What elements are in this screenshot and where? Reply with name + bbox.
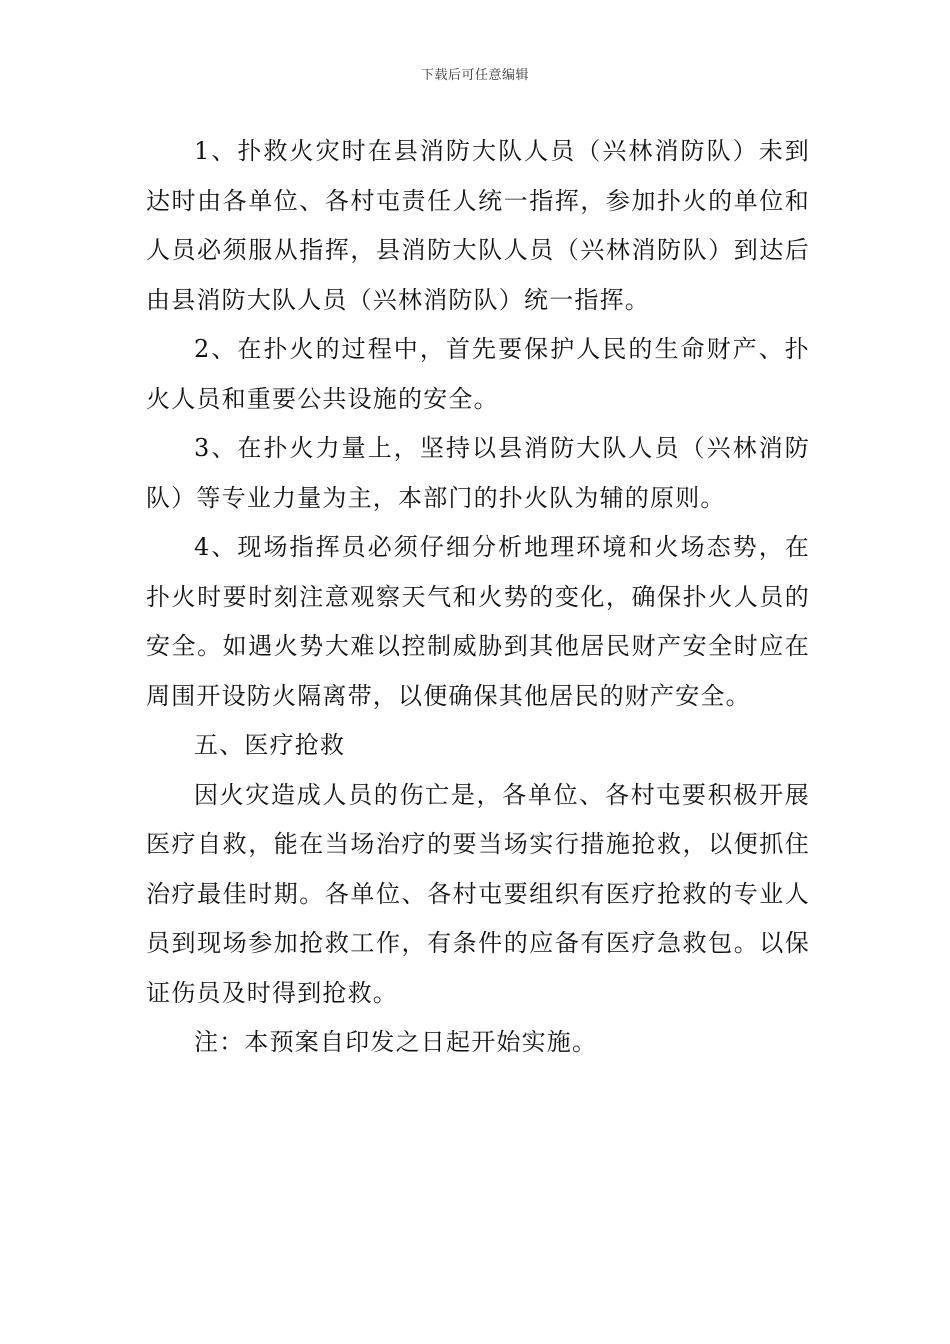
paragraph-3: 3、在扑火力量上，坚持以县消防大队人员（兴林消防队）等专业力量为主，本部门的扑火队为辅的原则。: [146, 434, 810, 512]
paragraph-4: 4、现场指挥员必须仔细分析地理环境和火场态势，在扑火时要时刻注意观察天气和火势的变化，确保扑火人员的安全。如遇火势大难以控制威胁到其他居民财产安全时应在周围开设防火隔离带，以便确保其他居民的财产安全。: [146, 533, 810, 710]
page-header: 下载后可任意编辑: [420, 68, 529, 83]
document-body: [146, 127, 810, 1068]
paragraph-medical: 因火灾造成人员的伤亡是，各单位、各村屯要积极开展医疗自救，能在当场治疗的要当场实行措施抢救，以便抓住治疗最佳时期。各单位、各村屯要组织有医疗抢救的专业人员到现场参加抢救工作，有条件的应备有医疗急救包。以保证伤员及时得到抢救。: [146, 780, 810, 1007]
section-heading-medical: 五、医疗抢救: [194, 731, 346, 759]
note-paragraph: 注：本预案自印发之日起开始实施。: [194, 1028, 598, 1056]
paragraph-2: 2、在扑火的过程中，首先要保护人民的生命财产、扑火人员和重要公共设施的安全。: [146, 335, 810, 413]
paragraph-1: 1、扑救火灾时在县消防大队人员（兴林消防队）未到达时由各单位、各村屯责任人统一指挥，参加扑火的单位和人员必须服从指挥，县消防大队人员（兴林消防队）到达后由县消防大队人员（兴林消防队）统一指挥。: [146, 137, 810, 314]
